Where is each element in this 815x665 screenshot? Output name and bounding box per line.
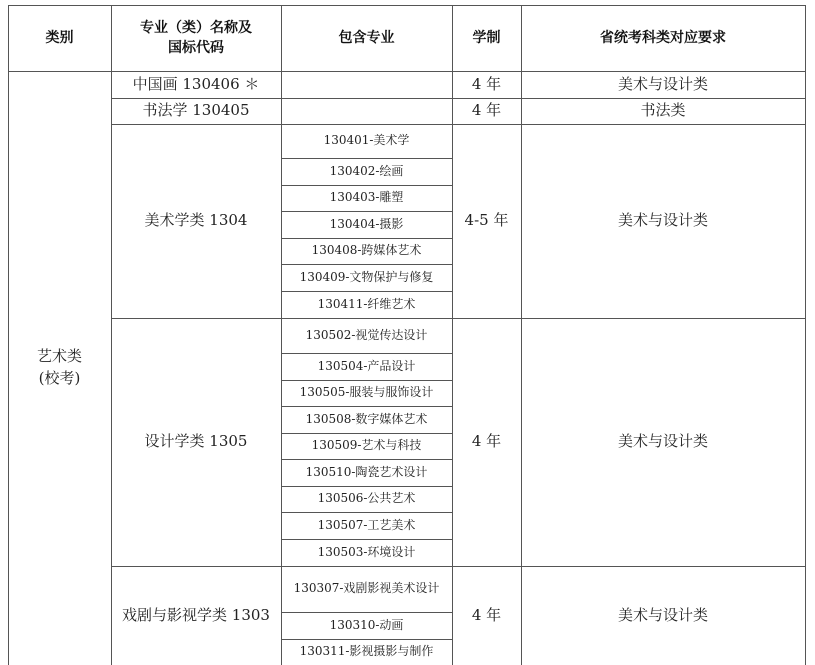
- duration-design: 4 年: [471, 432, 502, 451]
- header-category: 类别: [45, 29, 74, 46]
- included-major: 130307-戏剧影视美术设计: [293, 581, 440, 596]
- included-major: 130310-动画: [329, 617, 404, 632]
- category-label: 艺术类 (校考): [36, 347, 82, 387]
- duration-fine-arts: 4-5 年: [464, 211, 509, 230]
- included-major: 130401-美术学: [323, 133, 410, 148]
- included-major: 130311-影视摄影与制作: [299, 644, 434, 659]
- included-major: 130408-跨媒体艺术: [311, 243, 422, 258]
- included-major: 130508-数字媒体艺术: [305, 411, 428, 426]
- included-major: 130503-环境设计: [317, 544, 416, 559]
- header-major-name: 专业（类）名称及 国标代码: [140, 19, 252, 56]
- header-includes: 包含专业: [338, 29, 395, 46]
- major-name-chinese-painting: 中国画 130406 ＊: [132, 74, 260, 93]
- header-requirement: 省统考科类对应要求: [600, 29, 726, 46]
- rule-col: [805, 5, 806, 665]
- requirement-calligraphy: 书法类: [640, 101, 686, 120]
- included-major: 130404-摄影: [329, 216, 404, 231]
- included-major: 130502-视觉传达设计: [305, 327, 428, 342]
- major-name-drama-film: 戏剧与影视学类 1303: [122, 605, 270, 624]
- included-major: 130505-服装与服饰设计: [299, 385, 434, 400]
- duration-chinese-painting: 4 年: [471, 74, 502, 93]
- included-major: 130510-陶瓷艺术设计: [305, 464, 428, 479]
- header-duration: 学制: [472, 29, 501, 46]
- included-major: 130403-雕塑: [329, 190, 404, 205]
- included-major: 130506-公共艺术: [317, 491, 416, 506]
- major-name-calligraphy: 书法学 130405: [142, 101, 250, 120]
- duration-calligraphy: 4 年: [471, 101, 502, 120]
- included-major: 130402-绘画: [329, 163, 404, 178]
- requirement-fine-arts: 美术与设计类: [617, 211, 708, 230]
- included-major: 130504-产品设计: [317, 358, 416, 373]
- included-major: 130509-艺术与科技: [311, 438, 422, 453]
- requirement-chinese-painting: 美术与设计类: [617, 74, 708, 93]
- included-major: 130411-纤维艺术: [317, 296, 416, 311]
- major-name-fine-arts: 美术学类 1304: [144, 211, 248, 230]
- requirement-design: 美术与设计类: [617, 432, 708, 451]
- requirement-drama-film: 美术与设计类: [617, 605, 708, 624]
- duration-drama-film: 4 年: [471, 605, 502, 624]
- included-major: 130409-文物保护与修复: [299, 269, 434, 284]
- major-name-design: 设计学类 1305: [144, 432, 248, 451]
- included-major: 130507-工艺美术: [317, 517, 416, 532]
